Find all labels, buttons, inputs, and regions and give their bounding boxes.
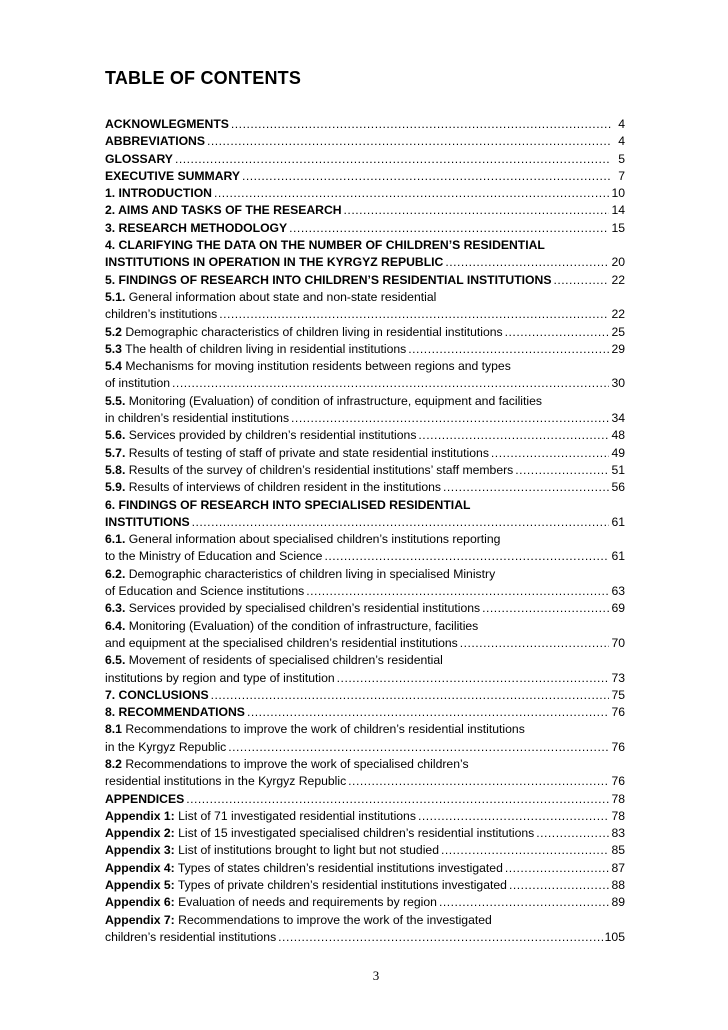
toc-entry-number: Appendix 4: (105, 860, 175, 875)
toc-entry-title: Services provided by children’s residential institutions (125, 428, 417, 443)
toc-page-number: 25 (611, 324, 625, 339)
toc-entry-number: 1. INTRODUCTION (105, 186, 212, 201)
dot-leader (344, 202, 610, 219)
toc-entry-title: Evaluation of needs and requirements by region (174, 895, 437, 910)
toc-entry-number: 6. FINDINGS OF RESEARCH INTO SPECIALISED RESIDENTIAL (105, 497, 471, 512)
toc-entry-title: Monitoring (Evaluation) of the condition of infrastructure, facilities (125, 618, 479, 633)
toc-entry-s6_2[interactable] (105, 566, 625, 601)
toc-page-number: 75 (611, 687, 625, 702)
toc-page-number: 10 (611, 186, 625, 201)
toc-entry-s1[interactable] (105, 185, 625, 202)
toc-entry-s5_4[interactable] (105, 358, 625, 393)
toc-entry-first-line (105, 393, 625, 410)
toc-page-number: 76 (611, 705, 625, 720)
toc-entry-exec[interactable] (105, 168, 625, 185)
toc-entry-number: ABBREVIATIONS (105, 134, 205, 149)
dot-leader (291, 410, 609, 427)
toc-entry-s5_9[interactable] (105, 479, 625, 496)
toc-entry-s5_8[interactable] (105, 462, 625, 479)
toc-page-number: 56 (611, 480, 625, 495)
toc-entry-title: children’s institutions (105, 307, 218, 322)
toc-entry-title: General information about state and non-state residential (125, 289, 437, 304)
toc-entry-first-line (105, 756, 625, 773)
toc-page-number: 63 (611, 584, 625, 599)
dot-leader (482, 600, 609, 617)
toc-page-number: 61 (611, 549, 625, 564)
toc-page-number: 73 (611, 670, 625, 685)
toc-entry-first-line (105, 289, 625, 306)
toc-entry-number: 5.5. (105, 393, 126, 408)
toc-entry-number: 5. FINDINGS OF RESEARCH INTO CHILDREN’S RESIDENTIAL INSTITUTIONS (105, 272, 552, 287)
toc-entry-abbr[interactable] (105, 133, 625, 150)
dot-leader (509, 877, 610, 894)
toc-entry-title: Demographic characteristics of children living in residential institutions (121, 324, 503, 339)
toc-entry-number: Appendix 3: (105, 843, 175, 858)
toc-entry-app2[interactable] (105, 825, 625, 842)
toc-page-number: 4 (618, 117, 625, 131)
toc-page-number: 78 (611, 808, 625, 823)
toc-entry-title: Movement of residents of specialised children’s residential (125, 653, 443, 668)
toc-entry-number: Appendix 1: (105, 808, 175, 823)
dot-leader (491, 445, 610, 462)
dot-leader (348, 773, 609, 790)
dot-leader (505, 324, 610, 341)
toc-page-number: 78 (611, 791, 625, 806)
toc-entry-title: Mechanisms for moving institution residents between regions and types (121, 359, 511, 374)
toc-entry-number: 5.3 (105, 341, 122, 356)
dot-leader (175, 151, 611, 168)
toc-entry-app[interactable] (105, 791, 625, 808)
toc-page-number: 89 (611, 895, 625, 910)
toc-entry-title: Types of states children’s residential institutions investigated (174, 860, 503, 875)
toc-entry-app1[interactable] (105, 808, 625, 825)
toc-entry-title: List of institutions brought to light but not studied (174, 843, 439, 858)
toc-entry-title: to the Ministry of Education and Science (105, 549, 323, 564)
toc-entry-number: 6.4. (105, 618, 126, 633)
toc-entry-s5_1[interactable] (105, 289, 625, 324)
toc-entry-title: List of 15 investigated specialised children’s residential institutions (174, 826, 535, 841)
toc-entry-s6_3[interactable] (105, 600, 625, 617)
toc-entry-s7[interactable] (105, 687, 625, 704)
toc-entry-title: Results of testing of staff of private and state residential institutions (125, 445, 489, 460)
toc-entry-title: in the Kyrgyz Republic (105, 739, 227, 754)
toc-entry-title: The health of children living in residential institutions (121, 341, 407, 356)
toc-entry-title: in children’s residential institutions (105, 411, 290, 426)
toc-entry-number: 6.2. (105, 566, 126, 581)
toc-entry-number: 6.5. (105, 653, 126, 668)
dot-leader (214, 185, 609, 202)
toc-entry-number: 5.6. (105, 428, 126, 443)
toc-page-number: 14 (611, 203, 625, 218)
toc-entry-title: Services provided by specialised children’s residential institutions (125, 601, 481, 616)
toc-entry-number: Appendix 5: (105, 878, 175, 893)
toc-entry-app6[interactable] (105, 894, 625, 911)
toc-entry-title: residential institutions in the Kyrgyz Republic (105, 774, 347, 789)
toc-page-number: 70 (611, 635, 625, 650)
toc-entry-title: and equipment at the specialised children’s residential institutions (105, 635, 458, 650)
toc-entry-title: Types of private children’s residential institutions investigated (174, 878, 507, 893)
toc-page-number: 83 (611, 826, 625, 841)
dot-leader (443, 479, 609, 496)
toc-entry-number: 5.1. (105, 289, 126, 304)
toc-entry-title: Recommendations to improve the work of the investigated (174, 912, 492, 927)
toc-entry-first-line (105, 531, 625, 548)
toc-entry-first-line (105, 912, 625, 929)
dot-leader (441, 842, 609, 859)
toc-entry-number: Appendix 2: (105, 826, 175, 841)
toc-entry-number: 7. CONCLUSIONS (105, 687, 209, 702)
toc-entry-s5_5[interactable] (105, 393, 625, 428)
toc-entry-app3[interactable] (105, 842, 625, 859)
dot-leader (219, 306, 609, 323)
dot-leader (211, 687, 610, 704)
toc-page-number: 29 (611, 341, 625, 356)
toc-entry-title: Results of the survey of children’s residential institutions’ staff members (125, 462, 514, 477)
toc-entry-number: ACKNOWLEGMENTS (105, 117, 229, 131)
dot-leader (172, 375, 609, 392)
dot-leader (460, 635, 610, 652)
toc-entry-first-line (105, 358, 625, 375)
toc-entry-number: Appendix 6: (105, 895, 175, 910)
toc-entry-first-line (105, 618, 625, 635)
toc-entry-number: 5.4 (105, 359, 122, 374)
toc-page-number: 105 (604, 929, 625, 944)
toc-entry-app5[interactable] (105, 877, 625, 894)
dot-leader (324, 548, 609, 565)
toc-page-number: 48 (611, 428, 625, 443)
toc-page-number: 15 (611, 220, 625, 235)
toc-entry-first-line (105, 721, 625, 738)
page-number: 3 (372, 968, 380, 983)
toc-entry-first-line (105, 237, 625, 254)
toc-page-number: 49 (611, 445, 625, 460)
toc-entry-s5_6[interactable] (105, 427, 625, 444)
toc-entry-title: Recommendations to improve the work of specialised children’s (121, 756, 469, 771)
toc-entry-s3[interactable] (105, 220, 625, 237)
dot-leader (242, 168, 611, 185)
dot-leader (306, 583, 609, 600)
toc-entry-first-line (105, 566, 625, 583)
toc-entry-app7[interactable] (105, 912, 625, 947)
toc-entry-title: General information about specialised children’s institutions reporting (125, 532, 501, 547)
toc-entry-s6_1[interactable] (105, 531, 625, 566)
toc-entry-ack[interactable] (105, 116, 625, 133)
toc-page-number: 69 (611, 601, 625, 616)
toc-page-number: 22 (611, 272, 625, 287)
toc-entry-number: 6.3. (105, 601, 126, 616)
toc-entry-number: 5.2 (105, 324, 122, 339)
dot-leader (228, 739, 609, 756)
toc-entry-number: INSTITUTIONS (105, 514, 190, 529)
toc-entry-first-line (105, 652, 625, 669)
dot-leader (192, 514, 610, 531)
toc-list (105, 116, 625, 946)
toc-entry-number: 8.2 (105, 756, 122, 771)
toc-page-number: 20 (611, 255, 625, 270)
toc-page-number: 22 (611, 307, 625, 322)
toc-entry-s5_3[interactable] (105, 341, 625, 358)
toc-entry-title: Monitoring (Evaluation) of condition of infrastructure, equipment and facilities (125, 393, 542, 408)
toc-page-number: 7 (618, 168, 625, 183)
toc-entry-title: List of 71 investigated residential institutions (174, 808, 416, 823)
toc-entry-number: Appendix 7: (105, 912, 175, 927)
toc-page-number: 85 (611, 843, 625, 858)
toc-entry-number: 8. RECOMMENDATIONS (105, 705, 245, 720)
dot-leader (186, 791, 609, 808)
toc-page-number: 76 (611, 739, 625, 754)
dot-leader (207, 133, 611, 150)
toc-entry-s8_1[interactable] (105, 721, 625, 756)
dot-leader (337, 670, 610, 687)
toc-page-number: 61 (611, 514, 625, 529)
dot-leader (536, 825, 609, 842)
toc-entry-app4[interactable] (105, 860, 625, 877)
toc-entry-s6_4[interactable] (105, 618, 625, 653)
toc-entry-title: Recommendations to improve the work of children’s residential institutions (121, 722, 525, 737)
toc-page-number: 5 (618, 151, 625, 166)
toc-page-number: 34 (611, 411, 625, 426)
toc-entry-s6_5[interactable] (105, 652, 625, 687)
dot-leader (408, 341, 609, 358)
toc-entry-number: INSTITUTIONS IN OPERATION IN THE KYRGYZ REPUBLIC (105, 255, 444, 270)
toc-entry-title: Results of interviews of children resident in the institutions (125, 480, 442, 495)
toc-page-number: 4 (618, 134, 625, 149)
toc-entry-s6[interactable] (105, 497, 625, 532)
toc-entry-title: institutions by region and type of institution (105, 670, 335, 685)
toc-entry-s8[interactable] (105, 704, 625, 721)
dot-leader (247, 704, 610, 721)
toc-page-number: 87 (611, 860, 625, 875)
toc-entry-first-line (105, 497, 625, 514)
toc-entry-s5[interactable] (105, 272, 625, 289)
toc-entry-glossary[interactable] (105, 151, 625, 168)
dot-leader (553, 272, 609, 289)
toc-entry-s8_2[interactable] (105, 756, 625, 791)
toc-entry-s2[interactable] (105, 202, 625, 219)
toc-entry-s4[interactable] (105, 237, 625, 272)
toc-entry-number: 2. AIMS AND TASKS OF THE RESEARCH (105, 203, 342, 218)
toc-entry-title: of institution (105, 376, 171, 391)
toc-page-number: 51 (611, 462, 625, 477)
toc-page-number: 76 (611, 774, 625, 789)
toc-entry-number: 4. CLARIFYING THE DATA ON THE NUMBER OF CHILDREN’S RESIDENTIAL (105, 238, 545, 253)
toc-entry-number: 5.8. (105, 462, 126, 477)
toc-entry-number: EXECUTIVE SUMMARY (105, 168, 240, 183)
toc-entry-number: 5.9. (105, 480, 126, 495)
dot-leader (439, 894, 609, 911)
dot-leader (445, 254, 609, 271)
toc-page-number: 30 (611, 376, 625, 391)
toc-heading: TABLE OF CONTENTS (105, 68, 302, 88)
toc-entry-number: GLOSSARY (105, 151, 173, 166)
dot-leader (289, 220, 609, 237)
toc-entry-s5_2[interactable] (105, 324, 625, 341)
toc-page-number: 88 (611, 878, 625, 893)
toc-entry-title: of Education and Science institutions (105, 584, 305, 599)
dot-leader (505, 860, 610, 877)
dot-leader (515, 462, 609, 479)
dot-leader (278, 929, 602, 946)
dot-leader (231, 116, 611, 133)
toc-entry-number: APPENDICES (105, 791, 185, 806)
toc-entry-number: 5.7. (105, 445, 126, 460)
toc-entry-title: children’s residential institutions (105, 929, 277, 944)
toc-entry-number: 8.1 (105, 722, 122, 737)
toc-entry-s5_7[interactable] (105, 445, 625, 462)
toc-entry-number: 3. RESEARCH METHODOLOGY (105, 220, 288, 235)
toc-entry-title: Demographic characteristics of children living in specialised Ministry (125, 566, 496, 581)
dot-leader (418, 808, 610, 825)
toc-entry-number: 6.1. (105, 532, 126, 547)
dot-leader (418, 427, 609, 444)
